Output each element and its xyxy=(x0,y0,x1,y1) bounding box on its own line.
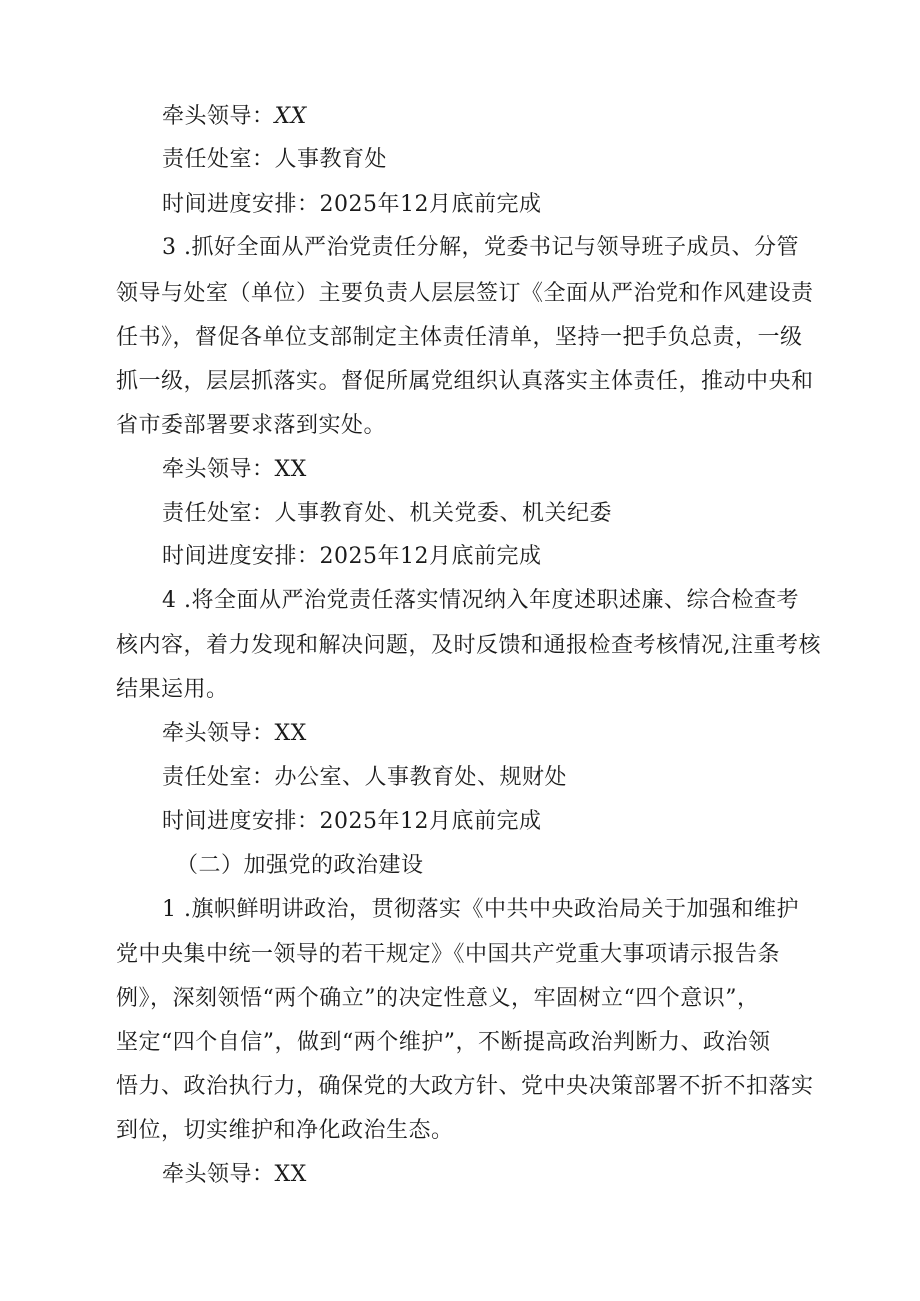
lead-leader-line xyxy=(162,102,307,132)
section-heading: （二）加强党的政治建设 xyxy=(176,853,424,878)
item3-responsible-dept: 责任处室：人事教育处、机关党委、机关纪委 xyxy=(162,501,613,526)
schedule-label: 时间进度安排： xyxy=(162,192,320,217)
item3-paragraph-line: 抓一级，层层抓落实。督促所属党组织认真落实主体责任，推动中央和 xyxy=(116,369,814,394)
item1-paragraph-line: 1 .旗帜鲜明讲政治，贯彻落实《中共中央政治局关于加强和维护 xyxy=(162,897,799,922)
item1-lead-leader: 牵头领导：XX xyxy=(162,1162,307,1187)
item1-paragraph-line: 悟力、政治执行力，确保党的大政方针、党中央决策部署不折不扣落实 xyxy=(116,1074,814,1099)
lead-leader-value: XX xyxy=(274,104,307,129)
item3-paragraph-line: 省市委部署要求落到实处。 xyxy=(116,413,387,438)
item1-paragraph-line: 到位，切实维护和净化政治生态。 xyxy=(116,1118,454,1143)
item3-paragraph-line: 任书》，督促各单位支部制定主体责任清单，坚持一把手负总责，一级 xyxy=(116,325,803,350)
item4-paragraph-line: 4 .将全面从严治党责任落实情况纳入年度述职述廉、综合检查考 xyxy=(162,588,799,613)
responsible-dept-label: 责任处室： xyxy=(162,147,275,172)
schedule-line xyxy=(162,190,542,220)
lead-leader-label: 牵头领导： xyxy=(162,104,275,129)
item3-schedule: 时间进度安排：2025年12月底前完成 xyxy=(162,544,542,569)
item4-responsible-dept: 责任处室：办公室、人事教育处、规财处 xyxy=(162,765,568,790)
item4-paragraph-line: 核内容，着力发现和解决问题，及时反馈和通报检查考核情况,注重考核 xyxy=(116,633,821,658)
item3-lead-leader: 牵头领导：XX xyxy=(162,457,307,482)
item4-paragraph-line: 结果运用。 xyxy=(116,677,229,702)
schedule-value: 2025年12月底前完成 xyxy=(319,192,542,217)
item1-paragraph-line: 坚定“四个自信”，做到“两个维护”，不断提高政治判断力、政治领 xyxy=(116,1030,771,1055)
item4-schedule: 时间进度安排：2025年12月底前完成 xyxy=(162,809,542,834)
item1-paragraph-line: 党中央集中统一领导的若干规定》《中国共产党重大事项请示报告条 xyxy=(116,942,781,967)
responsible-dept-value: 人事教育处 xyxy=(274,147,388,172)
item4-lead-leader: 牵头领导：XX xyxy=(162,721,307,746)
item1-paragraph-line: 例》，深刻领悟“两个确立”的决定性意义，牢固树立“四个意识”， xyxy=(116,986,760,1011)
item3-paragraph-line: 3 .抓好全面从严治党责任分解，党委书记与领导班子成员、分管 xyxy=(162,235,799,260)
item3-paragraph-line: 领导与处室（单位）主要负责人层层签订《全面从严治党和作风建设责 xyxy=(116,281,814,306)
responsible-dept-line xyxy=(162,145,387,175)
